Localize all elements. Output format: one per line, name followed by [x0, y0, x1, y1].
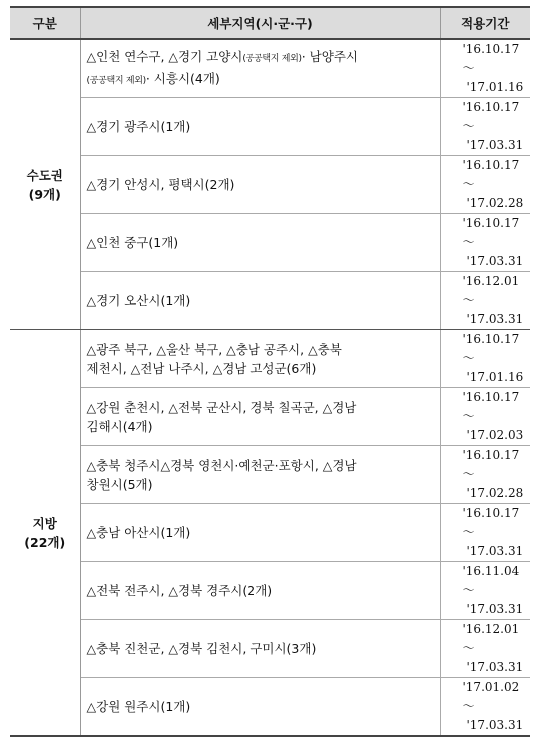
period-cell — [440, 504, 530, 562]
period-start: '16.10.17～ — [462, 506, 520, 539]
period-cell — [440, 214, 530, 272]
region-cell: △인천 중구(1개) — [80, 214, 440, 272]
table-row — [10, 446, 530, 504]
category-name: 수도권 — [26, 167, 63, 183]
category-capital — [10, 39, 80, 330]
period-start: '16.12.01～ — [462, 622, 520, 655]
region-text: · 시흥시(4개) — [145, 70, 220, 86]
header-region: 세부지역(시·군·구) — [80, 7, 440, 39]
period-cell — [440, 446, 530, 504]
table-row — [10, 620, 530, 678]
period-start: '16.10.17～ — [462, 216, 520, 249]
period-start: '17.01.02～ — [462, 680, 520, 713]
period-end: '17.01.16 — [466, 80, 524, 94]
period-end: '17.02.28 — [466, 196, 524, 210]
region-cell — [80, 388, 440, 446]
table-row — [10, 39, 530, 98]
period-end: '17.01.16 — [466, 370, 524, 384]
region-cell — [80, 330, 440, 388]
region-text: 김해시(4개) — [86, 418, 153, 434]
header-period: 적용기간 — [440, 7, 530, 39]
period-cell — [440, 678, 530, 737]
region-text: △인천 연수구, △경기 고양시 — [86, 48, 243, 64]
period-end: '17.02.28 — [466, 486, 524, 500]
region-table — [10, 6, 530, 737]
region-cell: △경기 오산시(1개) — [80, 272, 440, 330]
period-end: '17.03.31 — [466, 254, 524, 268]
period-end: '17.02.03 — [466, 428, 524, 442]
region-text: · 남양주시 — [301, 48, 358, 64]
table-row — [10, 330, 530, 388]
period-start: '16.10.17～ — [462, 448, 520, 481]
header-category: 구분 — [10, 7, 80, 39]
period-start: '16.12.01～ — [462, 274, 520, 307]
period-start: '16.10.17～ — [462, 390, 520, 423]
region-note: (공공택지 제외) — [242, 53, 302, 64]
header-row — [10, 7, 530, 39]
period-start: '16.10.17～ — [462, 100, 520, 133]
period-end: '17.03.31 — [466, 660, 524, 674]
period-cell — [440, 620, 530, 678]
period-end: '17.03.31 — [466, 312, 524, 326]
region-cell: △경기 안성시, 평택시(2개) — [80, 156, 440, 214]
category-local — [10, 330, 80, 737]
table-row — [10, 388, 530, 446]
region-cell — [80, 446, 440, 504]
region-text: 창원시(5개) — [86, 476, 153, 492]
period-cell — [440, 156, 530, 214]
period-start: '16.10.17～ — [462, 332, 520, 365]
region-text: △충북 청주시△경북 영천시·예천군·포항시, △경남 — [86, 457, 357, 473]
region-note: (공공택지 제외) — [86, 75, 146, 86]
region-text: △강원 춘천시, △전북 군산시, 경북 칠곡군, △경남 — [86, 399, 357, 415]
region-cell: △충남 아산시(1개) — [80, 504, 440, 562]
table-row — [10, 562, 530, 620]
region-cell — [80, 39, 440, 98]
region-cell: △전북 전주시, △경북 경주시(2개) — [80, 562, 440, 620]
region-text: 제천시, △전남 나주시, △경남 고성군(6개) — [86, 360, 317, 376]
region-cell: △충북 진천군, △경북 김천시, 구미시(3개) — [80, 620, 440, 678]
period-end: '17.03.31 — [466, 544, 524, 558]
period-end: '17.03.31 — [466, 602, 524, 616]
category-count: (22개) — [24, 534, 66, 550]
table-row — [10, 504, 530, 562]
period-start: '16.10.17～ — [462, 42, 520, 75]
period-cell — [440, 562, 530, 620]
period-start: '16.10.17～ — [462, 158, 520, 191]
category-count: (9개) — [28, 186, 61, 202]
period-cell — [440, 272, 530, 330]
table-row — [10, 272, 530, 330]
period-cell — [440, 39, 530, 98]
period-start: '16.11.04～ — [462, 564, 520, 597]
region-cell: △경기 광주시(1개) — [80, 98, 440, 156]
category-name: 지방 — [32, 515, 57, 531]
region-text: △광주 북구, △울산 북구, △충남 공주시, △충북 — [86, 341, 342, 357]
table-row — [10, 156, 530, 214]
period-end: '17.03.31 — [466, 138, 524, 152]
period-end: '17.03.31 — [466, 718, 524, 732]
region-cell: △강원 원주시(1개) — [80, 678, 440, 737]
period-cell — [440, 388, 530, 446]
table-row — [10, 214, 530, 272]
table-row — [10, 678, 530, 737]
period-cell — [440, 98, 530, 156]
period-cell — [440, 330, 530, 388]
table-row — [10, 98, 530, 156]
